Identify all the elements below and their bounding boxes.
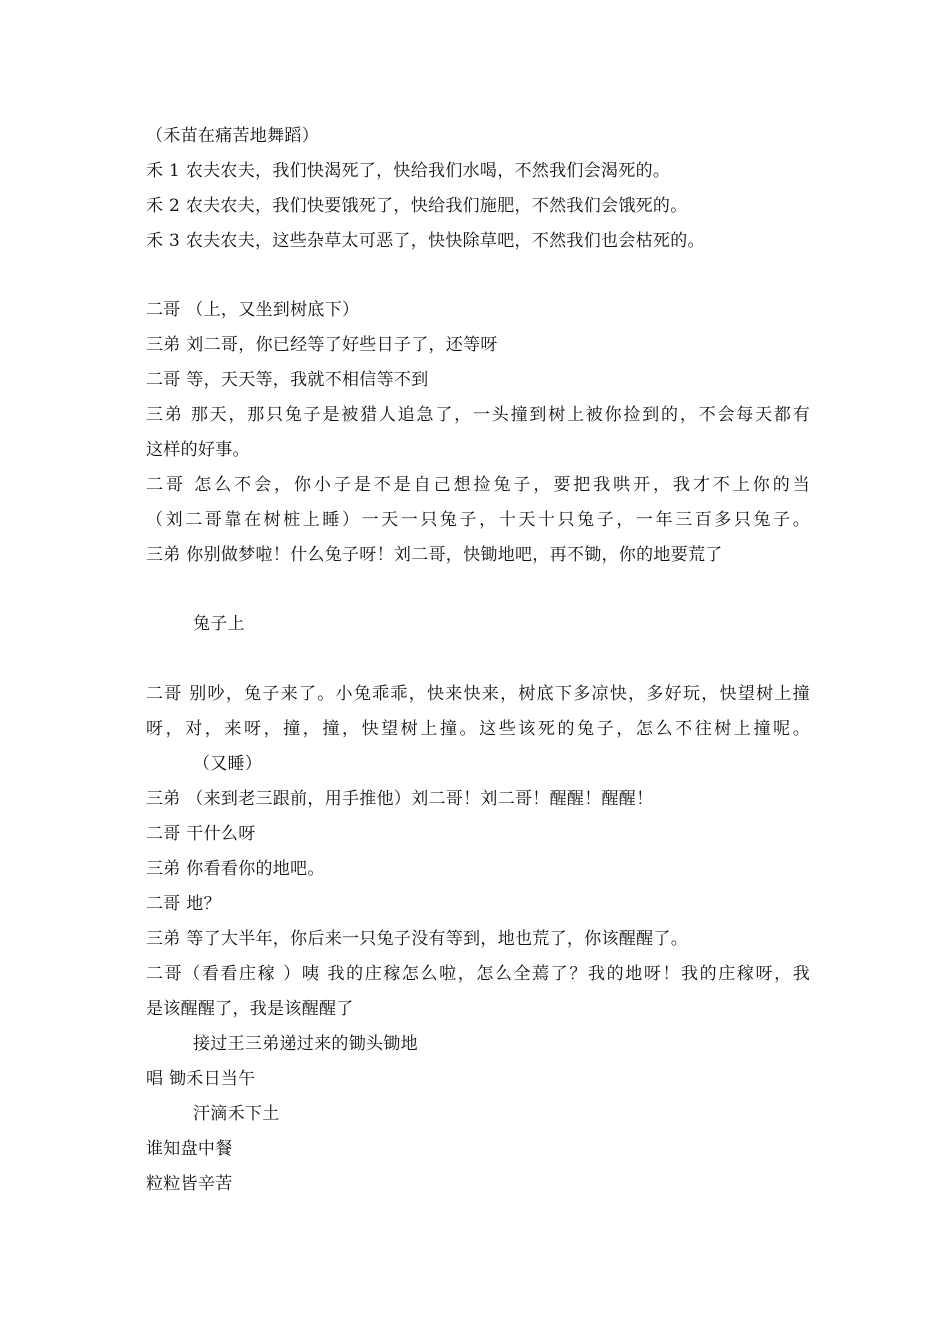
stage-direction: （又睡） (193, 754, 263, 774)
dialogue-line: 是该醒醒了，我是该醒醒了 (146, 999, 354, 1019)
dialogue-line: 三弟 （来到老三跟前，用手推他）刘二哥！刘二哥！醒醒！醒醒！ (146, 789, 654, 809)
dialogue-line: 二哥 等，天天等，我就不相信等不到 (146, 370, 429, 390)
dialogue-line: 二哥 干什么呀 (146, 824, 256, 844)
song-line: 汗滴禾下土 (193, 1104, 280, 1124)
dialogue-line: 三弟 你别做梦啦！什么兔子呀！刘二哥，快锄地吧，再不锄，你的地要荒了 (146, 545, 723, 565)
dialogue-line: 这样的好事。 (146, 440, 250, 460)
dialogue-line: 禾 1 农夫农夫，我们快渴死了，快给我们水喝，不然我们会渴死的。 (146, 161, 671, 181)
dialogue-line: 二哥 怎么不会，你小子是不是自己想捡兔子，要把我哄开，我才不上你的当 (146, 475, 810, 495)
dialogue-line: 三弟 你看看你的地吧。 (146, 859, 325, 879)
dialogue-line: 禾 3 农夫农夫，这些杂草太可恶了，快快除草吧，不然我们也会枯死的。 (146, 231, 705, 251)
dialogue-line: 二哥（看看庄稼 ）咦 我的庄稼怎么啦，怎么全蔫了？我的地呀！我的庄稼呀，我 (146, 964, 810, 984)
dialogue-line: 呀，对，来呀，撞，撞，快望树上撞。这些该死的兔子，怎么不往树上撞呢。 (146, 719, 810, 739)
dialogue-line: 禾 2 农夫农夫，我们快要饿死了，快给我们施肥，不然我们会饿死的。 (146, 196, 688, 216)
dialogue-line: 二哥 别吵，兔子来了。小兔乖乖，快来快来，树底下多凉快，多好玩，快望树上撞 (146, 684, 810, 704)
song-line: 唱 锄禾日当午 (146, 1069, 256, 1089)
stage-direction: 兔子上 (193, 614, 245, 634)
song-line: 谁知盘中餐 (146, 1139, 233, 1159)
dialogue-line: 二哥 地？ (146, 894, 221, 914)
dialogue-line: 二哥 （上，又坐到树底下） (146, 300, 360, 320)
stage-direction: 接过王三弟递过来的锄头锄地 (193, 1034, 418, 1054)
song-line: 粒粒皆辛苦 (146, 1174, 233, 1194)
dialogue-line: 三弟 那天，那只兔子是被猎人追急了，一头撞到树上被你捡到的，不会每天都有 (146, 405, 810, 425)
dialogue-line: 三弟 刘二哥，你已经等了好些日子了，还等呀 (146, 335, 498, 355)
stage-direction: （禾苗在痛苦地舞蹈） (146, 126, 319, 146)
dialogue-line: 三弟 等了大半年，你后来一只兔子没有等到，地也荒了，你该醒醒了。 (146, 929, 689, 949)
dialogue-line: （刘二哥靠在树桩上睡）一天一只兔子，十天十只兔子，一年三百多只兔子。 (146, 510, 810, 530)
